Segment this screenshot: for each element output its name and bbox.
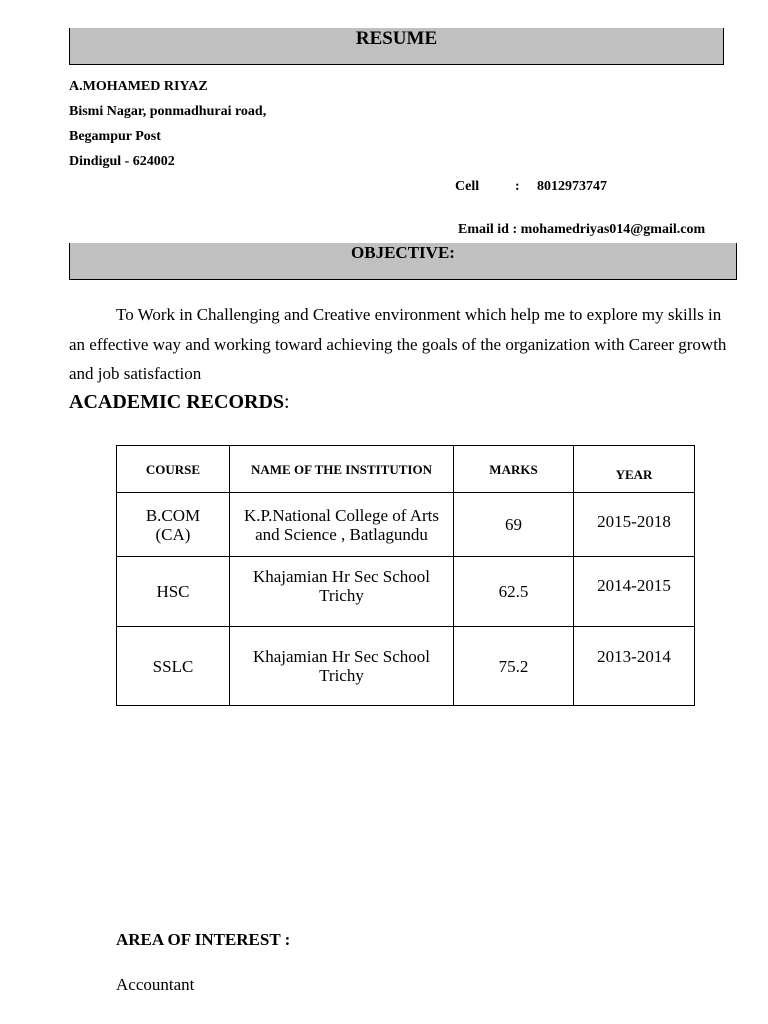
academic-heading-text: ACADEMIC RECORDS (69, 391, 285, 413)
header-marks: MARKS (454, 446, 574, 493)
address-line-1: Bismi Nagar, ponmadhurai road, (69, 104, 267, 119)
cell-year: 2013-2014 (574, 627, 695, 706)
cell-institution: Khajamian Hr Sec School Trichy (230, 557, 454, 627)
cell-course: SSLC (117, 627, 230, 706)
objective-band (69, 243, 737, 280)
email-label: Email id : (458, 222, 518, 237)
cell-course: B.COM (CA) (117, 493, 230, 557)
candidate-name: A.MOHAMED RIYAZ (69, 79, 208, 94)
cell-marks: 62.5 (454, 557, 574, 627)
academic-table (116, 445, 695, 706)
academic-records-heading (69, 391, 290, 414)
resume-title-band (69, 28, 724, 65)
table-row (117, 627, 695, 706)
table-row (117, 557, 695, 627)
cell-marks: 75.2 (454, 627, 574, 706)
objective-heading: OBJECTIVE: (351, 243, 455, 262)
cell-marks: 69 (454, 493, 574, 557)
cell-label: Cell (455, 179, 480, 194)
resume-title: RESUME (355, 28, 438, 49)
objective-text: To Work in Challenging and Creative environment which help me to explore my skills in an effective way and working toward achieving the goals of the organization with Career growth and job satisfaction (69, 305, 727, 383)
header-year: YEAR (574, 446, 695, 493)
cell-institution: Khajamian Hr Sec School Trichy (230, 627, 454, 706)
cell-separator: : (515, 179, 520, 194)
email-line (451, 204, 705, 238)
area-of-interest-value: Accountant (116, 975, 195, 994)
cell-year: 2014-2015 (574, 557, 695, 627)
table-row (117, 493, 695, 557)
area-of-interest-heading: AREA OF INTEREST : (116, 930, 291, 949)
cell-institution: K.P.National College of Arts and Science , Batlagundu (230, 493, 454, 557)
cell-number: 8012973747 (537, 179, 607, 194)
address-line-3: Dindigul - 624002 (69, 154, 175, 169)
cell-year: 2015-2018 (574, 493, 695, 557)
table-header-row (117, 446, 695, 493)
header-institution: NAME OF THE INSTITUTION (230, 446, 454, 493)
email-address: mohamedriyas014@gmail.com (520, 222, 706, 237)
cell-course: HSC (117, 557, 230, 627)
academic-heading-colon: : (284, 391, 290, 413)
address-line-2: Begampur Post (69, 129, 161, 144)
header-course: COURSE (117, 446, 230, 493)
